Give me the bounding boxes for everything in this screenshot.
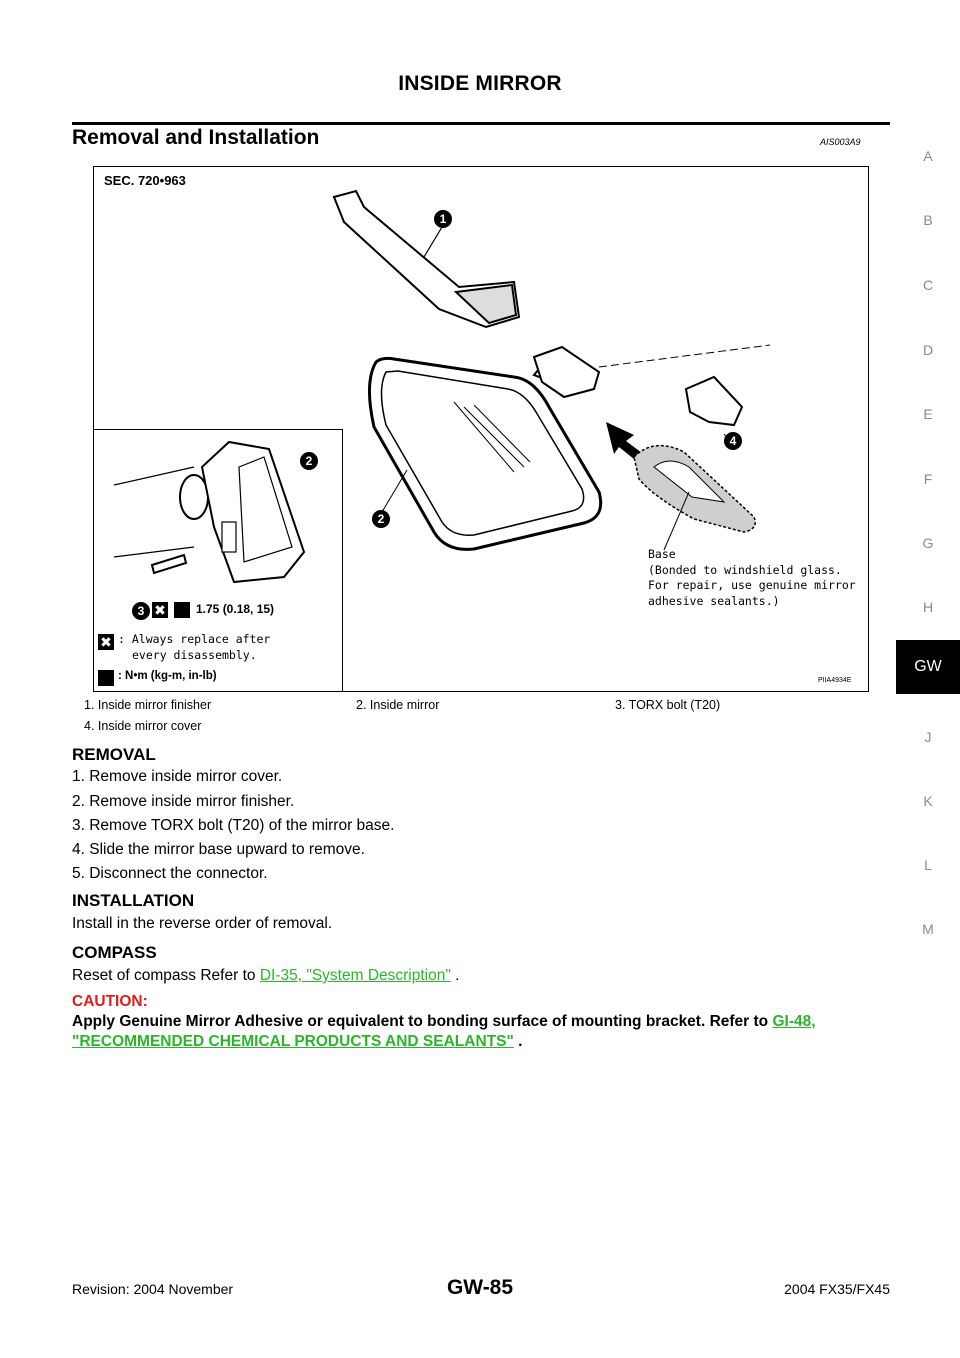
caution-label: CAUTION: [72,993,148,1010]
removal-step-5: 5. Disconnect the connector. [72,865,268,882]
callout-2-inset: 2 [300,452,318,470]
base-note-line-4: adhesive sealants.) [648,593,780,608]
tab-l[interactable]: L [924,857,932,873]
legend-item-1: 1. Inside mirror finisher [84,698,212,712]
tab-c[interactable]: C [922,277,934,293]
callout-2-mirror: 2 [372,510,390,528]
figure-legend [84,698,884,738]
tab-e[interactable]: E [923,406,933,422]
installation-text: Install in the reverse order of removal. [72,915,333,932]
compass-text-before: Reset of compass Refer to [72,967,260,984]
header-rule [72,122,890,125]
compass-reference-link[interactable]: DI-35, "System Description" [259,967,451,984]
compass-heading: COMPASS [72,943,157,962]
section-number-label: SEC. 720•963 [104,173,186,188]
torque-icon [174,602,190,618]
callout-3: 3 [132,602,150,620]
tab-m[interactable]: M [922,921,934,937]
bolt-detail-inset [94,429,343,692]
torque-legend-icon [98,670,114,686]
caution-text-after: . [513,1033,523,1050]
base-note [648,547,856,609]
replace-note-line-1: : Always replace after [118,632,271,646]
callout-1: 1 [434,210,452,228]
caution-reference-link[interactable]: GI-48, "RECOMMENDED CHEMICAL PRODUCTS AND SEALANTS" [72,1013,816,1050]
compass-text [72,967,459,985]
base-note-line-3: For repair, use genuine mirror [648,578,856,592]
removal-step-1: 1. Remove inside mirror cover. [72,768,283,785]
torque-value: 1.75 (0.18, 15) [196,602,275,616]
removal-step-4: 4. Slide the mirror base upward to remove. [72,841,365,858]
caution-text [72,1012,902,1052]
base-note-line-2: (Bonded to windshield glass. [648,562,842,577]
callout-4: 4 [724,432,742,450]
tab-f[interactable]: F [923,471,933,487]
footer-page-number: GW-85 [446,1276,514,1299]
footer-model: 2004 FX35/FX45 [784,1281,890,1297]
replace-icon: ✖ [152,602,168,618]
section-code: AIS003A9 [820,137,861,147]
base-note-line-1: Base [648,547,676,561]
caution-text-body: Apply Genuine Mirror Adhesive or equivalent to bonding surface of mounting bracket. Refer to [72,1013,773,1030]
compass-text-after: . [450,967,460,984]
mirror-finisher-drawing [334,191,519,327]
replace-legend-icon: ✖ [98,634,114,650]
tab-a[interactable]: A [923,148,933,164]
mirror-diagram [93,166,869,692]
legend-item-4: 4. Inside mirror cover [84,719,202,733]
tab-k[interactable]: K [923,793,933,809]
tab-j[interactable]: J [924,729,932,745]
page-title: INSIDE MIRROR [398,72,562,95]
section-title: Removal and Installation [72,126,320,149]
removal-step-3: 3. Remove TORX bolt (T20) of the mirror base. [72,817,395,834]
footer-revision: Revision: 2004 November [72,1281,234,1297]
legend-item-2: 2. Inside mirror [356,698,440,712]
installation-heading: INSTALLATION [72,891,195,910]
tab-gw[interactable]: GW [896,640,960,694]
tab-g[interactable]: G [922,535,934,551]
removal-step-2: 2. Remove inside mirror finisher. [72,793,295,810]
tab-h[interactable]: H [922,599,934,615]
units-note: : N•m (kg-m, in-lb) [118,670,217,682]
replace-note [118,632,270,663]
mirror-cover-drawing [686,377,742,425]
removal-heading: REMOVAL [72,745,156,764]
tab-d[interactable]: D [922,342,934,358]
legend-item-3: 3. TORX bolt (T20) [615,698,721,712]
replace-note-line-2: every disassembly. [132,647,257,662]
figure-id: PIIA4934E [818,677,852,684]
tab-b[interactable]: B [923,212,933,228]
